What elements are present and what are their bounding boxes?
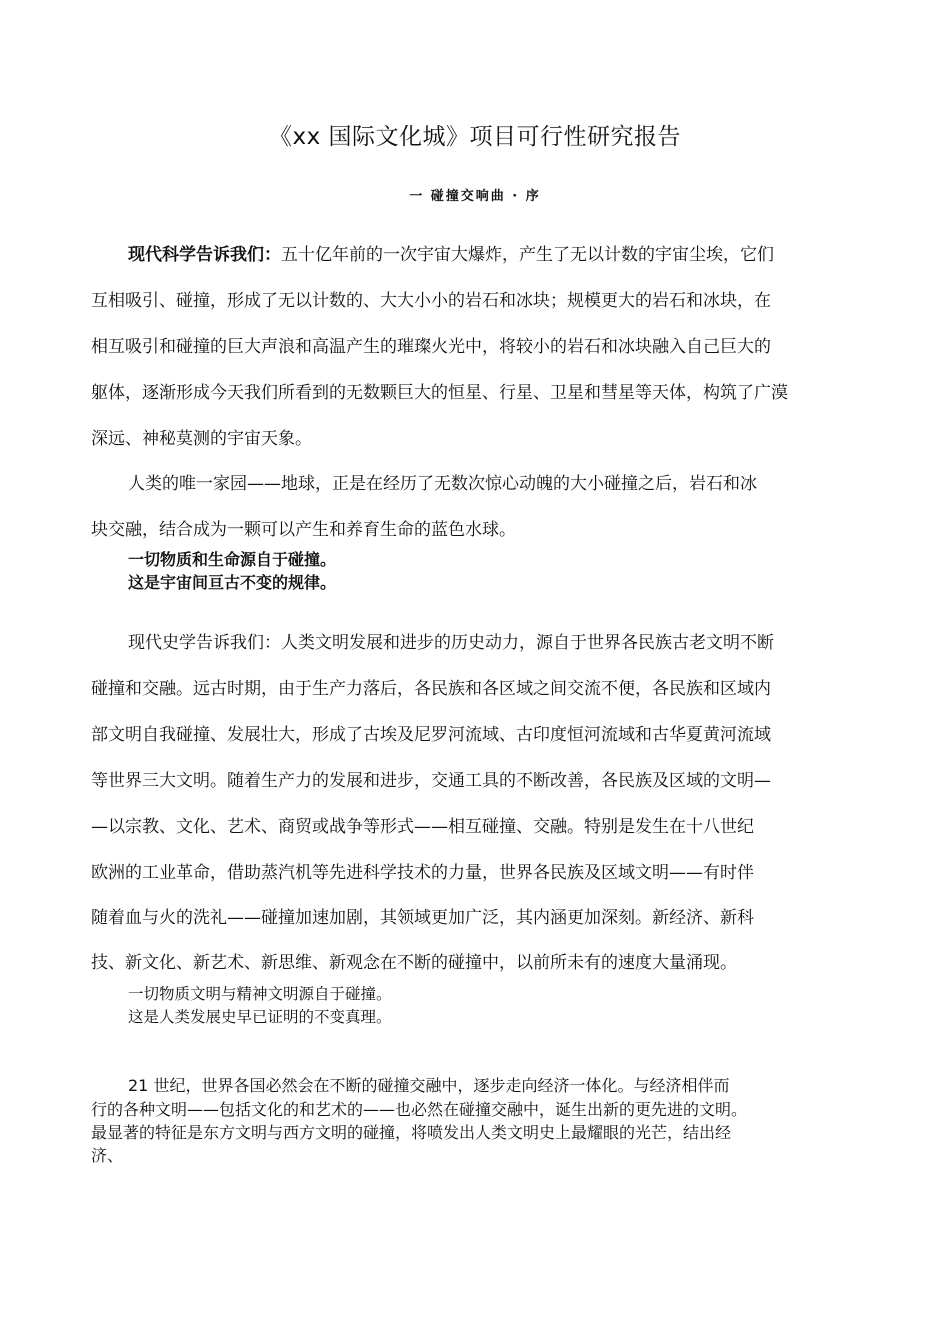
paragraph-line: 躯体，逐渐形成今天我们所看到的无数颗巨大的恒星、行星、卫星和彗星等天体，构筑了广漠 bbox=[91, 383, 788, 403]
statement: 这是人类发展史早已证明的不变真理。 bbox=[128, 1008, 392, 1026]
paragraph-line bbox=[128, 240, 774, 265]
paragraph-line: 碰撞和交融。远古时期，由于生产力落后，各民族和各区域之间交流不便，各民族和区域内 bbox=[91, 679, 771, 699]
paragraph-line: 现代史学告诉我们：人类文明发展和进步的历史动力，源自于世界各民族古老文明不断 bbox=[128, 633, 774, 653]
paragraph-line: 部文明自我碰撞、发展壮大，形成了古埃及尼罗河流域、古印度恒河流域和古华夏黄河流域 bbox=[91, 725, 771, 745]
paragraph-line: 等世界三大文明。随着生产力的发展和进步，交通工具的不断改善，各民族及区域的文明— bbox=[91, 771, 771, 791]
paragraph-line: 技、新文化、新艺术、新思维、新观念在不断的碰撞中，以前所未有的速度大量涌现。 bbox=[91, 953, 737, 973]
paragraph-line: 最显著的特征是东方文明与西方文明的碰撞，将喷发出人类文明史上最耀眼的光芒，结出经 bbox=[91, 1123, 732, 1142]
paragraph-line: 济、 bbox=[91, 1146, 124, 1165]
statement: 一切物质文明与精神文明源自于碰撞。 bbox=[128, 985, 392, 1003]
document-subtitle: 一 碰撞交响曲 · 序 bbox=[409, 189, 541, 204]
paragraph-line: —以宗教、文化、艺术、商贸或战争等形式——相互碰撞、交融。特别是发生在十八世纪 bbox=[91, 817, 754, 837]
lead-phrase: 现代科学告诉我们： bbox=[128, 245, 281, 265]
paragraph-line: 人类的唯一家园——地球，正是在经历了无数次惊心动魄的大小碰撞之后，岩石和冰 bbox=[128, 474, 757, 494]
paragraph-line: 互相吸引、碰撞，形成了无以计数的、大大小小的岩石和冰块；规模更大的岩石和冰块，在 bbox=[91, 291, 771, 311]
paragraph-line: 行的各种文明——包括文化的和艺术的——也必然在碰撞交融中，诞生出新的更先进的文明。 bbox=[91, 1100, 748, 1119]
paragraph-line: 欧洲的工业革命，借助蒸汽机等先进科学技术的力量，世界各民族及区域文明——有时伴 bbox=[91, 863, 754, 883]
document-title: 《xx 国际文化城》项目可行性研究报告 bbox=[268, 124, 682, 150]
paragraph-line: 相互吸引和碰撞的巨大声浪和高温产生的璀璨火光中，将较小的岩石和冰块融入自己巨大的 bbox=[91, 337, 771, 357]
paragraph-line: 块交融，结合成为一颗可以产生和养育生命的蓝色水球。 bbox=[91, 520, 516, 540]
paragraph-line: 21 世纪，世界各国必然会在不断的碰撞交融中，逐步走向经济一体化。与经济相伴而 bbox=[128, 1076, 730, 1095]
bold-statement: 这是宇宙间亘古不变的规律。 bbox=[128, 573, 337, 592]
paragraph-line: 深远、神秘莫测的宇宙天象。 bbox=[91, 429, 312, 449]
paragraph-text: 五十亿年前的一次宇宙大爆炸，产生了无以计数的宇宙尘埃，它们 bbox=[281, 245, 774, 265]
paragraph-line: 随着血与火的洗礼——碰撞加速加剧，其领域更加广泛，其内涵更加深刻。新经济、新科 bbox=[91, 908, 754, 928]
bold-statement: 一切物质和生命源自于碰撞。 bbox=[128, 550, 337, 569]
